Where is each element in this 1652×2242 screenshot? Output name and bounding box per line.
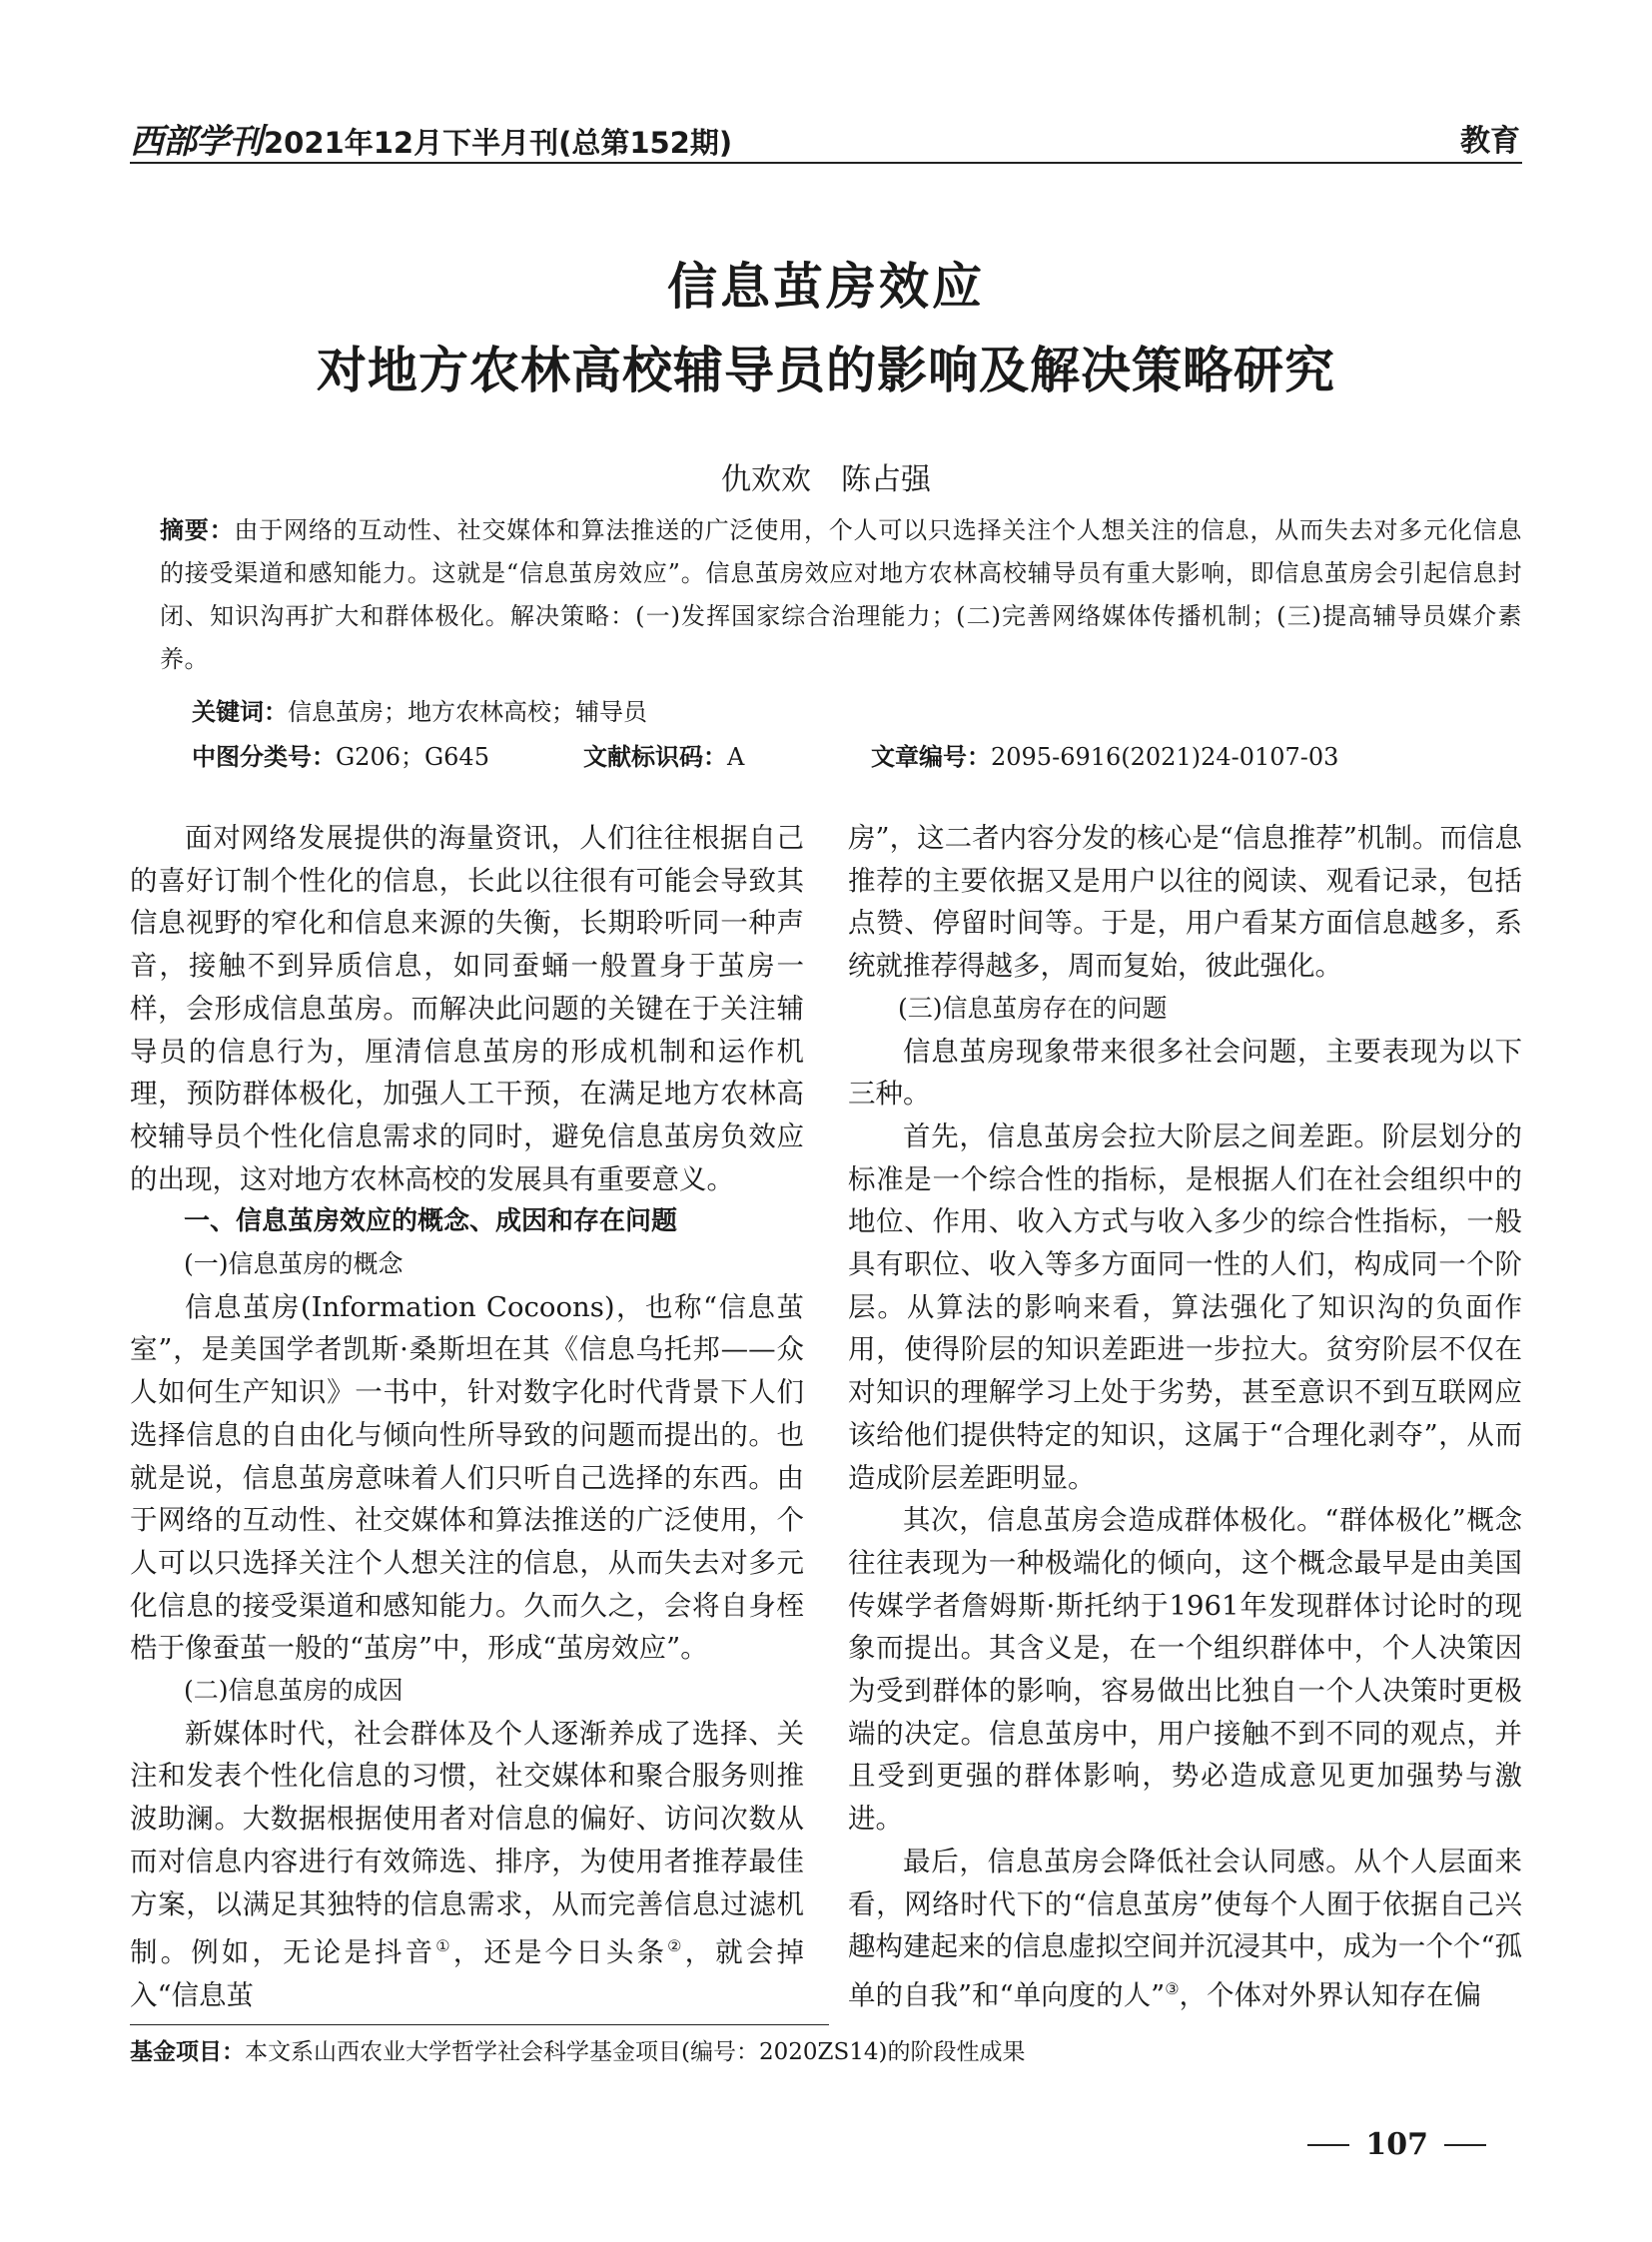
footnote-ref: ③ <box>1165 1978 1180 1998</box>
title-line-2: 对地方农林高校辅导员的影响及解决策略研究 <box>317 342 1335 399</box>
footnote-rule <box>130 2024 829 2025</box>
paragraph <box>848 1841 1522 2017</box>
paragraph <box>130 1713 804 2017</box>
title-line-1: 信息茧房效应 <box>667 258 985 316</box>
subsection-heading: (三)信息茧房存在的问题 <box>898 993 1168 1023</box>
page-dash-right <box>1444 2144 1486 2146</box>
clc-label: 中图分类号： <box>192 743 336 771</box>
paragraph: 信息茧房现象带来很多社会问题，主要表现为以下三种。 <box>848 1035 1522 1111</box>
funding-label: 基金项目： <box>130 2039 245 2065</box>
paragraph: 其次，信息茧房会造成群体极化。“群体极化”概念往往表现为一种极端化的倾向，这个概念最早是由美国传媒学者詹姆斯·斯托纳于1961年发现群体讨论时的现象而提出。其含义是，在一个组织群体中，个人决策因为受到群体的影响，容易做出比独自一个人决策时更极端的决定。信息茧房中，用户接触不到不同的观点，并且受到更强的群体影响，势必造成意见更加强势与激进。 <box>848 1504 1522 1836</box>
abstract-label: 摘要： <box>160 516 235 544</box>
funding-text: 本文系山西农业大学哲学社会科学基金项目(编号：2020ZS14)的阶段性成果 <box>245 2039 1026 2065</box>
paragraph: 房”，这二者内容分发的核心是“信息推荐”机制。而信息推荐的主要依据又是用户以往的阅读、观看记录，包括点赞、停留时间等。于是，用户看某方面信息越多，系统就推荐得越多，周而复始，彼此强化。 <box>848 822 1522 983</box>
page-number <box>1291 2127 1502 2162</box>
article-title <box>0 245 1652 412</box>
journal-logo: 西部学刊 <box>130 122 262 162</box>
keywords-text: 信息茧房；地方农林高校；辅导员 <box>288 698 647 726</box>
article-number <box>871 737 1338 777</box>
funding-note <box>130 2033 1025 2066</box>
paragraph: 面对网络发展提供的海量资讯，人们往往根据自己的喜好订制个性化的信息，长此以往很有可能会导致其信息视野的窄化和信息来源的失衡，长期聆听同一种声音，接触不到异质信息，如同蚕蛹一般置身于茧房一样，会形成信息茧房。而解决此问题的关键在于关注辅导员的信息行为，厘清信息茧房的形成机制和运作机理，预防群体极化，加强人工干预，在满足地方农林高校辅导员个性化信息需求的同时，避免信息茧房负效应的出现，这对地方农林高校的发展具有重要意义。 <box>130 822 804 1195</box>
journal-issue: 2021年12月下半月刊(总第152期) <box>264 126 733 160</box>
page-number-value: 107 <box>1365 2127 1428 2162</box>
paragraph-text: ，还是今日头条 <box>452 1936 668 1969</box>
paragraph-text: ，个体对外界认知存在偏 <box>1179 1979 1482 2012</box>
subsection-heading: (一)信息茧房的概念 <box>184 1249 404 1279</box>
document-code <box>583 737 744 777</box>
article-label: 文章编号： <box>871 743 991 771</box>
subsection-heading: (二)信息茧房的成因 <box>184 1676 404 1706</box>
doc-label: 文献标识码： <box>583 743 727 771</box>
paragraph: 首先，信息茧房会拉大阶层之间差距。阶层划分的标准是一个综合性的指标，是根据人们在社会组织中的地位、作用、收入方式与收入多少的综合性指标，一般具有职位、收入等多方面同一性的人们，构成同一个阶层。从算法的影响来看，算法强化了知识沟的负面作用，使得阶层的知识差距进一步拉大。贫穷阶层不仅在对知识的理解学习上处于劣势，甚至意识不到互联网应该给他们提供特定的知识，这属于“合理化剥夺”，从而造成阶层差距明显。 <box>848 1120 1522 1494</box>
doc-value: A <box>727 743 745 771</box>
running-header <box>130 112 1522 164</box>
abstract <box>160 509 1522 681</box>
abstract-text: 由于网络的互动性、社交媒体和算法推送的广泛使用，个人可以只选择关注个人想关注的信息，从而失去对多元化信息的接受渠道和感知能力。这就是“信息茧房效应”。信息茧房效应对地方农林高校辅导员有重大影响，即信息茧房会引起信息封闭、知识沟再扩大和群体极化。解决策略：(一)发挥国家综合治理能力；(二)完善网络媒体传播机制；(三)提高辅导员媒介素养。 <box>160 516 1523 673</box>
section-heading: 一、信息茧房效应的概念、成因和存在问题 <box>184 1206 678 1237</box>
paragraph-text: 新媒体时代，社会群体及个人逐渐养成了选择、关注和发表个性化信息的习惯，社交媒体和聚合服务则推波助澜。大数据根据使用者对信息的偏好、访问次数从而对信息内容进行有效筛选、排序，为使用者推荐最佳方案，以满足其独特的信息需求，从而完善信息过滤机制。例如，无论是抖音 <box>130 1717 804 1969</box>
keywords-label: 关键词： <box>192 698 288 726</box>
keywords <box>192 692 647 732</box>
paragraph-text: ，就会掉入“信息茧 <box>130 1936 805 2012</box>
left-column <box>130 817 804 2017</box>
footnote-ref: ② <box>667 1936 685 1956</box>
right-column <box>848 817 1522 2017</box>
paragraph-text: 最后，信息茧房会降低社会认同感。从个人层面来看，网络时代下的“信息茧房”使每个人囿于依据自己兴趣构建起来的信息虚拟空间并沉浸其中，成为一个个“孤单的自我”和“单向度的人” <box>848 1845 1522 2012</box>
clc-number <box>192 737 489 777</box>
article-value: 2095-6916(2021)24-0107-03 <box>991 743 1339 771</box>
page-dash-left <box>1307 2144 1349 2146</box>
clc-value: G206；G645 <box>336 743 489 771</box>
section-name: 教育 <box>1460 124 1520 159</box>
paragraph: 信息茧房(Information Cocoons)，也称“信息茧室”，是美国学者凯斯·桑斯坦在其《信息乌托邦——众人如何生产知识》一书中，针对数字化时代背景下人们选择信息的自由化与倾向性所导致的问题而提出的。也就是说，信息茧房意味着人们只听自己选择的东西。由于网络的互动性、社交媒体和算法推送的广泛使用，个人可以只选择关注个人想关注的信息，从而失去对多元化信息的接受渠道和感知能力。久而久之，会将自身桎梏于像蚕茧一般的“茧房”中，形成“茧房效应”。 <box>130 1290 804 1665</box>
journal-info <box>130 114 732 163</box>
authors: 仇欢欢 陈占强 <box>721 462 931 497</box>
footnote-ref: ① <box>435 1936 453 1956</box>
